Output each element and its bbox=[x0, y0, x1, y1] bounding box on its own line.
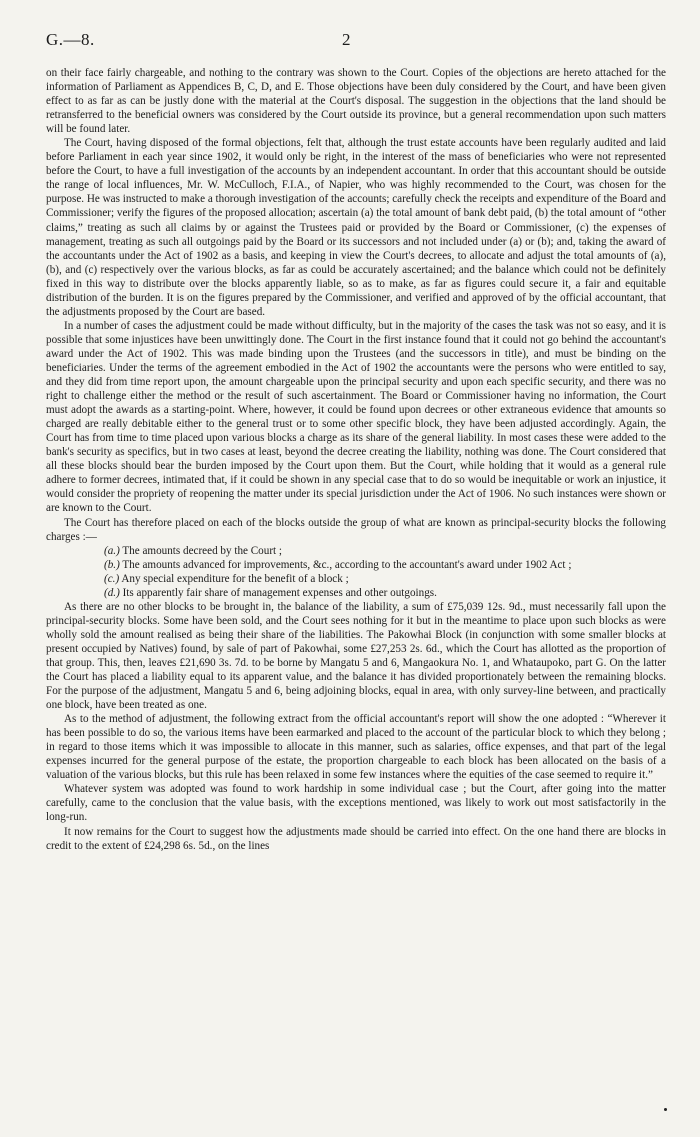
paragraph: The Court has therefore placed on each of the blocks outside the group of what are known as principal-security blocks the following charges :— bbox=[46, 516, 666, 543]
page-header bbox=[46, 30, 666, 66]
list-item-text: The amounts advanced for improvements, &c., according to the accountant's award under 1902 Act ; bbox=[122, 558, 572, 571]
paragraph: As to the method of adjustment, the following extract from the official accountant's report will show the one adopted : “Wherever it has been possible to do so, the various items have been earmarked and placed to the account of the particular block to which they belong ; in regard to those items which it was impossible to allocate in this manner, such as salaries, office expenses, and that part of the legal expenses incurred for the general purpose of the estate, the proportion chargeable to each block has been allocated on the basis of a valuation of the various blocks, but this rule has been relaxed in some few instances where the equities of the case seemed to require it.” bbox=[46, 713, 666, 782]
body-text bbox=[46, 66, 666, 853]
page-number: 2 bbox=[342, 30, 351, 49]
list-item-text: Its apparently fair share of management expenses and other outgoings. bbox=[122, 586, 437, 599]
paragraph: It now remains for the Court to suggest how the adjustments made should be carried into effect. On the one hand there are blocks in credit to the extent of £24,298 6s. 5d., on the lines bbox=[46, 825, 666, 852]
paragraph: In a number of cases the adjustment could be made without difficulty, but in the majority of the cases the task was not so easy, and it is possible that some injustices have been unwittingly done. The Court in the first instance found that it could not go behind the accountant's award under the Act of 1902. This was made binding upon the Trustees (and the successors in title), and must be binding on the beneficiaries. Under the terms of the agreement embodied in the Act of 1902 the accountants were the persons who were entitled to say, and they did from time report upon, the amount chargeable upon the principal security and upon each specific security, and there was no right to challenge either the method or the result of such ascertainment. The Board or Commissioner having no information, the Court must adopt the awards as a starting-point. Where, however, it could be found upon decrees or other extraneous evidence that amounts so charged are really debitable either to the general trust or to some other specific block, they have been adjusted accordingly. Again, the Court has from time to time placed upon various blocks a charge as its share of the general liability. In most cases these were added to the bank's security as specifics, but in two cases at least, beyond the decree creating the liability, nothing was done. The Court considered that all these blocks should bear the burden imposed by the Court upon them. But the Court, while holding that it would as a general rule adhere to former decrees, intimated that, if it could be shown in any special case that to do so would be inequitable or work an injustice, it would consider the propriety of reopening the matter under its special jurisdiction under the Act of 1906. No such instances were shown or are known to the Court. bbox=[46, 319, 666, 515]
list-item bbox=[104, 544, 666, 558]
list-marker: (b.) bbox=[104, 558, 120, 571]
paragraph: As there are no other blocks to be brought in, the balance of the liability, a sum of £75,039 12s. 9d., must necessarily fall upon the principal-security blocks. Some have been sold, and the Court sees nothing for it but in the meantime to place upon such blocks as were wholly sold the amount realised as being their share of the liabilities. The Pakowhai Block (in conjunction with some smaller blocks at present occupied by Natives) found, by sale of part of Pakowhai, some £27,253 2s. 6d., which the Court has allotted as the proportion of that group. This, then, leaves £21,690 3s. 7d. to be borne by Mangatu 5 and 6, Mangaokura No. 1, and Whataupoko, part G. On the latter the Court has placed a liability equal to its apparent value, and the balance it has divided proportionately between the remaining blocks. For the purpose of the adjustment, Mangatu 5 and 6, being adjoining blocks, equal in area, with only survey-line between, and practically one block, have been treated as one. bbox=[46, 600, 666, 712]
document-reference: G.—8. bbox=[46, 30, 95, 49]
paragraph: Whatever system was adopted was found to work hardship in some individual case ; but the Court, after going into the matter carefully, came to the conclusion that the value basis, with the exceptions mentioned, was likely to work out most satisfactorily in the long-run. bbox=[46, 783, 666, 824]
list-marker: (c.) bbox=[104, 572, 120, 585]
ink-speck bbox=[664, 1108, 667, 1111]
charges-list bbox=[104, 544, 666, 600]
list-item bbox=[104, 558, 666, 572]
list-item bbox=[104, 572, 666, 586]
list-marker: (a.) bbox=[104, 544, 120, 557]
list-item bbox=[104, 586, 666, 600]
list-item-text: Any special expenditure for the benefit of a block ; bbox=[121, 572, 349, 585]
paragraph: The Court, having disposed of the formal objections, felt that, although the trust estate accounts have been regularly audited and laid before Parliament in each year since 1902, it would only be right, in the interest of the mass of beneficiaries who were not represented before the Court, to have a full investigation of the accounts by an independent accountant. In order that this accountant should be outside the range of local influences, Mr. W. McCulloch, F.I.A., of Napier, who was highly recommended to the Court, was chosen for the purpose. He was instructed to make a thorough investigation of the accounts; carefully check the receipts and expenditure of the Board and Commissioner; verify the figures of the proposed allocation; ascertain (a) the total amount of bank debt paid, (b) the total amount of “other claims,” treating as such all claims by or against the Trustees paid or provided by the Board or Commissioner, (c) the expenses of management, treating as such all outgoings paid by the Board or its successors and not included under (a) or (b); and, taking the award of the accountants under the Act of 1902 as a basis, and keeping in view the Court's decrees, to allocate and adjust the total amounts of (a), (b), and (c) respectively over the various blocks, as far as could be accurately ascertained; and the balance which could not be definitely fixed in this way to distribute over the blocks apparently liable, so as to make, as far as figures could secure it, a fair and equitable distribution of the burden. It is on the figures prepared by the Commissioner, and verified and approved of by the official accountant, that the adjustments proposed by the Court are based. bbox=[46, 137, 666, 318]
paragraph: on their face fairly chargeable, and nothing to the contrary was shown to the Court. Copies of the objections are hereto attached for the information of Parliament as Appendices B, C, D, and E. Those objections have been duly considered by the Court, and have been given effect to as far as can be justly done with the material at the Court's disposal. The suggestion in the objections that the land should be retransferred to the beneficial owners was considered by the Court outside its province, but a general recommendation upon such matters will be found later. bbox=[46, 67, 666, 136]
list-item-text: The amounts decreed by the Court ; bbox=[122, 544, 283, 557]
list-marker: (d.) bbox=[104, 586, 120, 599]
